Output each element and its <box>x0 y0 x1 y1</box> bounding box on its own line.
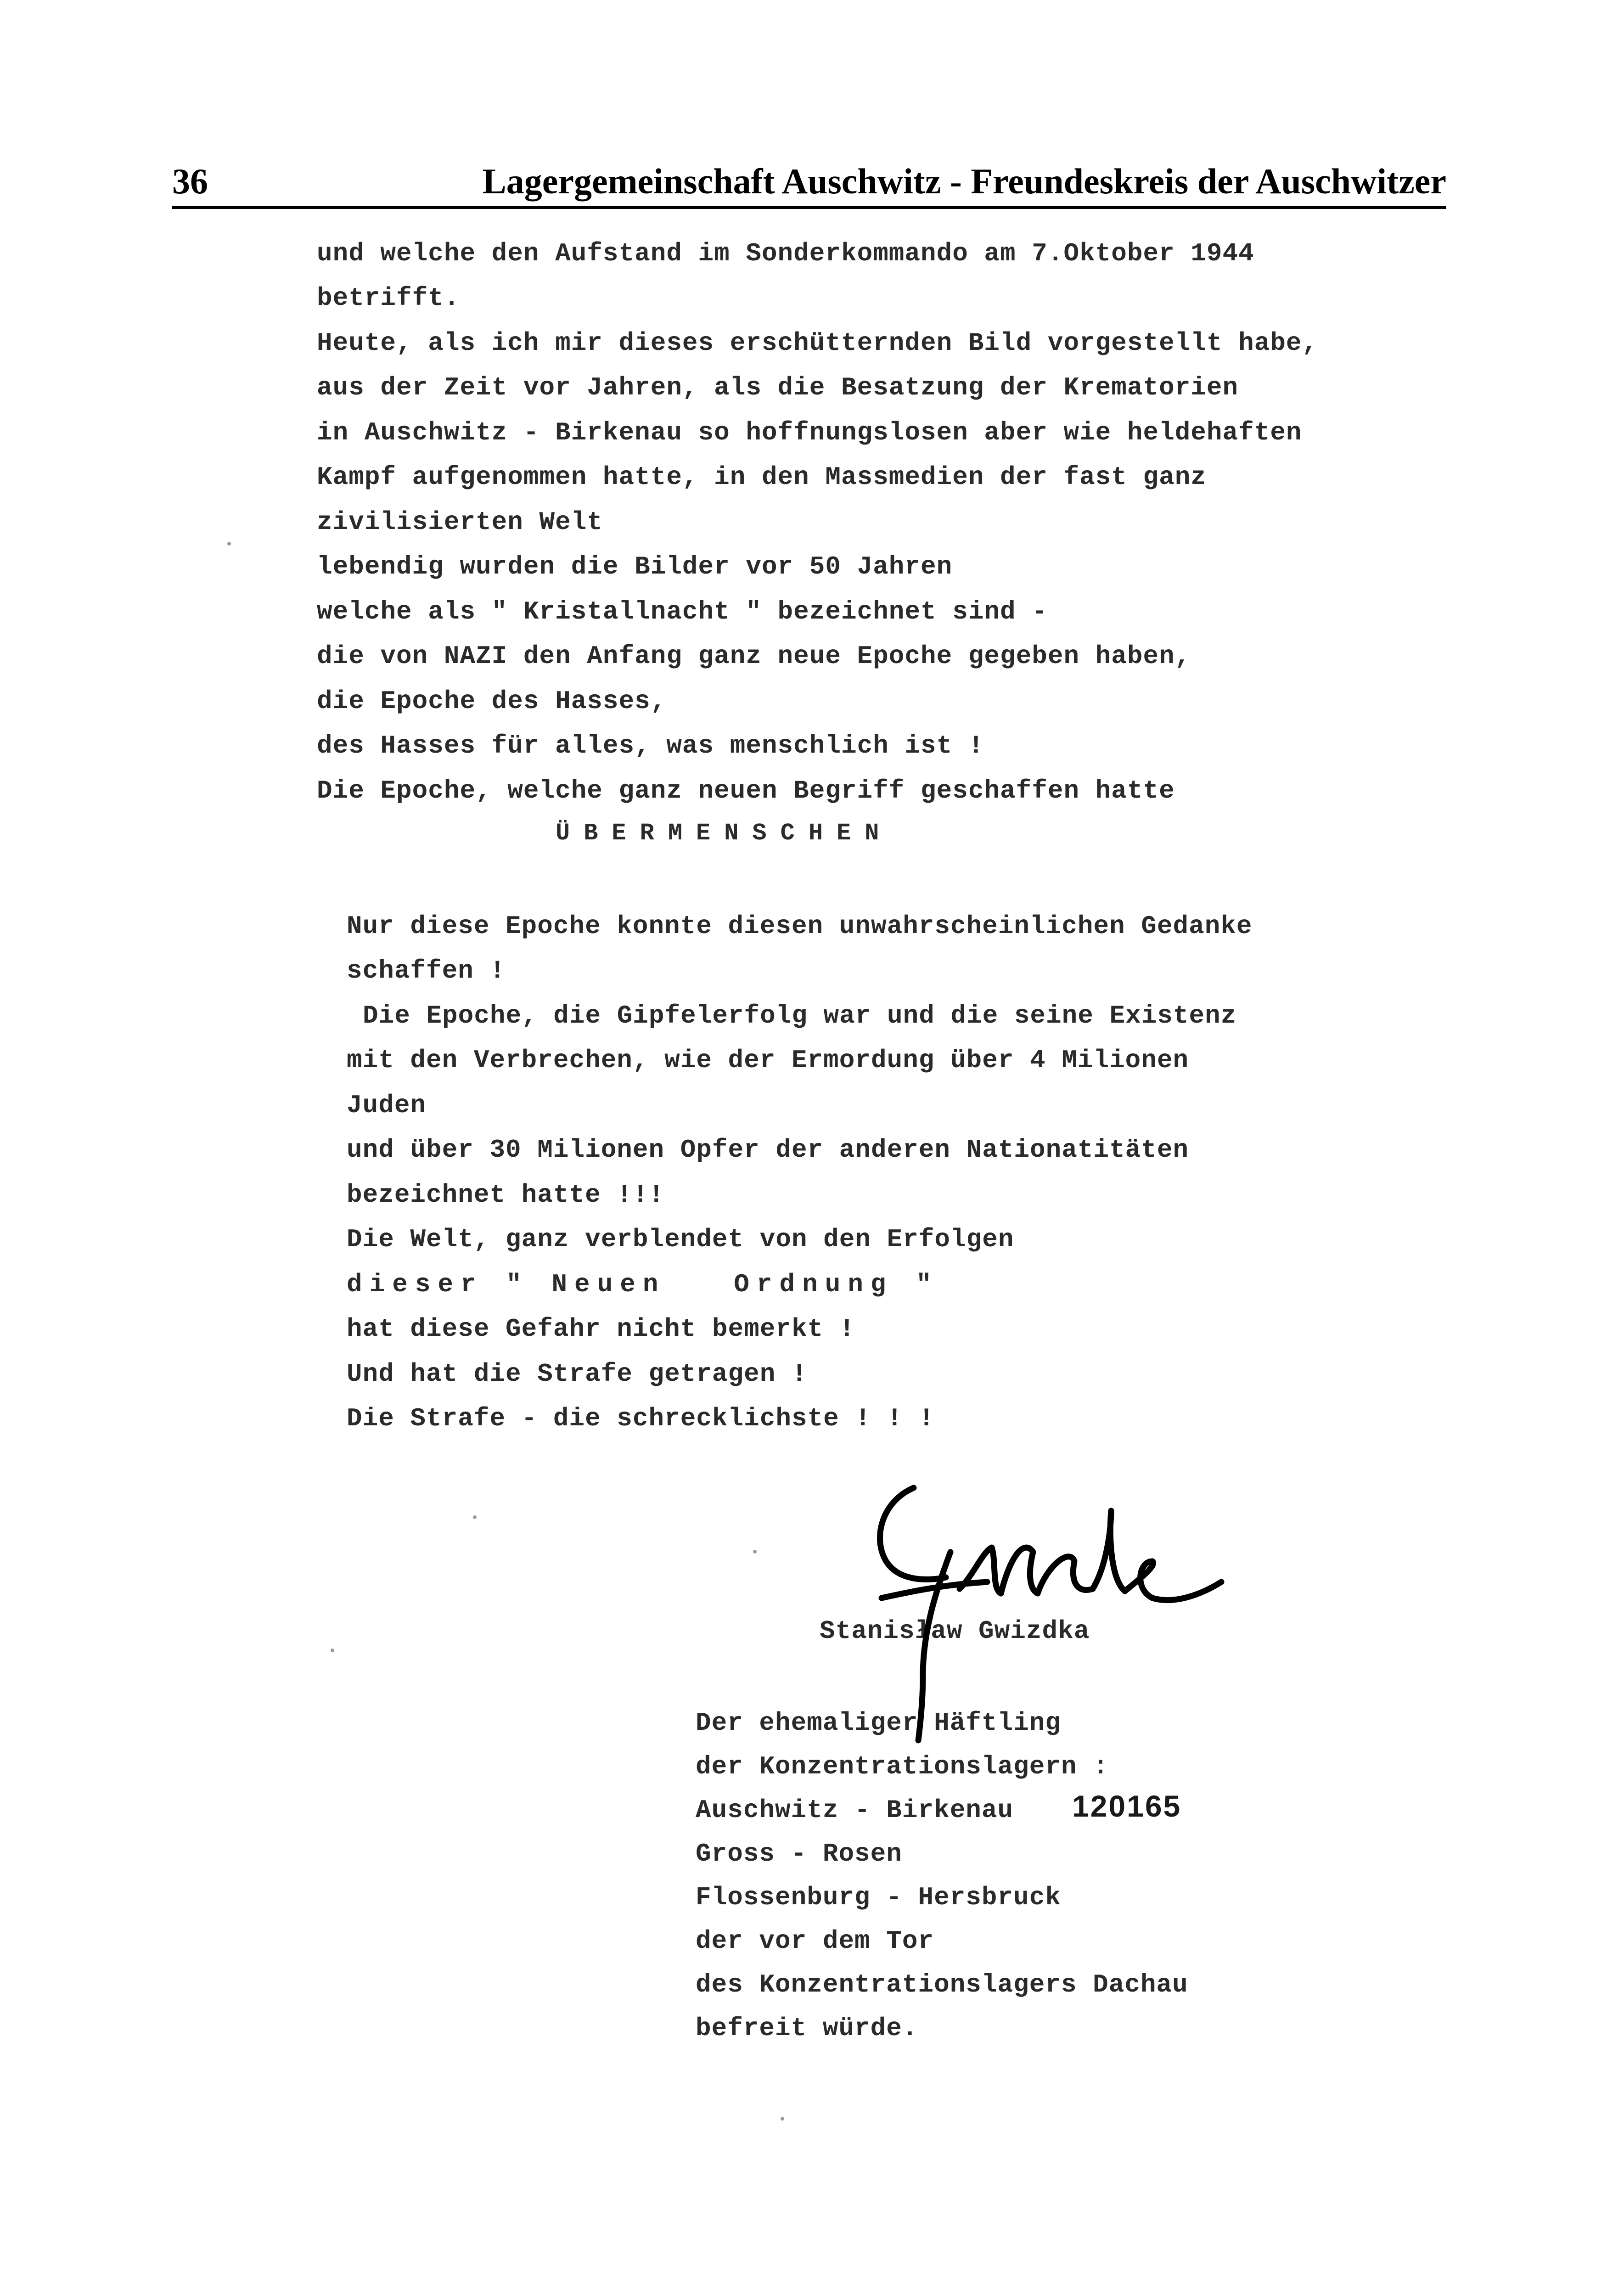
text-line: und welche den Aufstand im Sonderkommando am 7.Oktober 1944 <box>317 239 1254 268</box>
text-line: und über 30 Milionen Opfer der anderen Nationatitäten <box>347 1135 1189 1165</box>
signature-block-line: Gross - Rosen <box>696 1839 902 1868</box>
text-line: mit den Verbrechen, wie der Ermordung über 4 Milionen <box>347 1046 1189 1075</box>
text-line: Die Strafe - die schrecklichste ! ! ! <box>347 1404 935 1433</box>
spaced-heading: ÜBERMENSCHEN <box>556 820 893 847</box>
signature-block-line: Der ehemaliger Häftling <box>696 1708 1061 1738</box>
text-line: zivilisierten Welt <box>317 507 603 537</box>
signature-block-line: des Konzentrationslagers Dachau <box>696 1970 1188 1999</box>
scan-speck <box>473 1515 477 1519</box>
text-line: Die Epoche, welche ganz neuen Begriff geschaffen hatte <box>317 776 1175 805</box>
text-line: die Epoche des Hasses, <box>317 687 667 716</box>
header-rule <box>172 206 1446 209</box>
prisoner-number: 120165 <box>1072 1789 1182 1823</box>
scan-speck <box>331 1649 334 1652</box>
scan-speck <box>753 1550 757 1553</box>
signature-block-line: der Konzentrationslagern : <box>696 1752 1109 1781</box>
page-number: 36 <box>172 161 208 201</box>
text-line: lebendig wurden die Bilder vor 50 Jahren <box>317 552 953 581</box>
signature-name: Stanisław Gwizdka <box>820 1616 1090 1646</box>
signature-block-line: der vor dem Tor <box>696 1926 934 1956</box>
text-line: betrifft. <box>317 283 460 313</box>
signature-block-line: Flossenburg - Hersbruck <box>696 1883 1061 1912</box>
page-header <box>172 152 1446 207</box>
text-line: des Hasses für alles, was menschlich ist ! <box>317 731 984 760</box>
text-line: aus der Zeit vor Jahren, als die Besatzung der Krematorien <box>317 373 1239 402</box>
text-line: Die Welt, ganz verblendet von den Erfolgen <box>347 1225 1014 1254</box>
text-line: in Auschwitz - Birkenau so hoffnungslosen aber wie heldehaften <box>317 418 1302 447</box>
signature-block-line: Auschwitz - Birkenau <box>696 1795 1014 1825</box>
text-line: bezeichnet hatte !!! <box>347 1180 665 1210</box>
text-line: Und hat die Strafe getragen ! <box>347 1359 808 1389</box>
scan-speck <box>781 2117 784 2121</box>
text-line: Die Epoche, die Gipfelerfolg war und die seine Existenz <box>363 1001 1237 1030</box>
scan-speck <box>227 542 231 546</box>
text-line: Juden <box>347 1091 427 1120</box>
text-line: Kampf aufgenommen hatte, in den Massmedien der fast ganz <box>317 462 1207 492</box>
text-line: schaffen ! <box>347 956 506 985</box>
running-title: Lagergemeinschaft Auschwitz - Freundeskreis der Auschwitzer <box>482 161 1446 201</box>
text-line: hat diese Gefahr nicht bemerkt ! <box>347 1314 855 1344</box>
text-line: die von NAZI den Anfang ganz neue Epoche gegeben haben, <box>317 642 1191 671</box>
text-line: welche als " Kristallnacht " bezeichnet sind - <box>317 597 1048 626</box>
text-line: dieser " Neuen Ordnung " <box>347 1270 939 1299</box>
text-line: Nur diese Epoche konnte diesen unwahrscheinlichen Gedanke <box>347 912 1253 941</box>
text-line: Heute, als ich mir dieses erschütternden Bild vorgestellt habe, <box>317 328 1318 358</box>
signature-block-line: befreit würde. <box>696 2014 918 2043</box>
handwritten-signature <box>854 1483 1249 1768</box>
